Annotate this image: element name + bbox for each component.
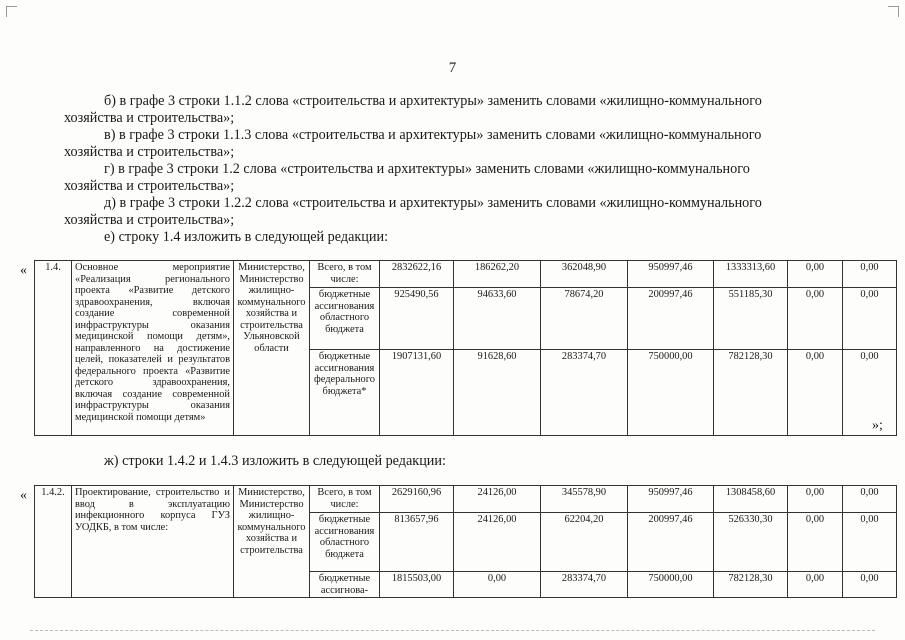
value-cell: 0,00 (788, 513, 843, 572)
value-cell: 0,00 (843, 486, 897, 513)
funding-source: бюджетные ассигнования областного бюджета (310, 288, 380, 350)
value-cell: 78674,20 (541, 288, 628, 350)
value-cell: 750000,00 (628, 350, 714, 436)
value-cell: 0,00 (788, 350, 843, 436)
table-row-1-4 (34, 260, 897, 436)
paragraph-e (64, 229, 852, 246)
table-row (35, 261, 897, 288)
paragraph-e-line1: е) строку 1.4 изложить в следующей редакции: (104, 229, 389, 245)
paragraph-g (64, 161, 852, 195)
paragraph-zh (64, 453, 852, 470)
value-cell: 950997,46 (628, 486, 714, 513)
measure-description: Проектирование, строительство и ввод в эксплуатацию инфекционного корпуса ГУЗ УОДКБ, в том числе: (72, 486, 234, 598)
funding-source: бюджетные ассигнова- (310, 572, 380, 598)
funding-source: бюджетные ассигнования федерального бюджета* (310, 350, 380, 436)
value-cell: 782128,30 (714, 350, 788, 436)
value-cell: 62204,20 (541, 513, 628, 572)
value-cell: 1815503,00 (380, 572, 454, 598)
paragraph-v (64, 127, 852, 161)
value-cell: 551185,30 (714, 288, 788, 350)
executor: Министерство, Министерство жилищно-коммунального хозяйства и строительства Ульяновской области (234, 261, 310, 436)
value-cell: 24126,00 (454, 513, 541, 572)
page-number: 7 (448, 60, 457, 76)
value-cell: 94633,60 (454, 288, 541, 350)
value-cell: 345578,90 (541, 486, 628, 513)
value-cell: 0,00 (454, 572, 541, 598)
value-cell: 1308458,60 (714, 486, 788, 513)
paragraph-v-line1: в) в графе 3 строки 1.1.3 слова «строительства и архитектуры» заменить словами «жилищно-коммунального (104, 127, 762, 143)
value-cell: 200997,46 (628, 288, 714, 350)
value-cell: 526330,30 (714, 513, 788, 572)
value-cell: 91628,60 (454, 350, 541, 436)
value-cell: 0,00 (843, 350, 897, 436)
value-cell: 2629160,96 (380, 486, 454, 513)
value-cell: 283374,70 (541, 572, 628, 598)
executor: Министерство, Министерство жилищно-коммунального хозяйства и строительства (234, 486, 310, 598)
value-cell: 0,00 (843, 572, 897, 598)
value-cell: 0,00 (788, 572, 843, 598)
value-cell: 0,00 (843, 288, 897, 350)
paragraph-g-line2: хозяйства и строительства»; (64, 178, 235, 194)
table-row-1-4-2 (34, 485, 897, 598)
paragraph-d-line2: хозяйства и строительства»; (64, 212, 235, 228)
value-cell: 0,00 (788, 288, 843, 350)
value-cell: 1333313,60 (714, 261, 788, 288)
close-quote-1: »; (872, 418, 883, 433)
paragraph-g-line1: г) в графе 3 строки 1.2 слова «строительства и архитектуры» заменить словами «жилищно-коммунального (104, 161, 750, 177)
funding-source: Всего, в том числе: (310, 261, 380, 288)
scan-corner-right (888, 6, 899, 17)
value-cell: 0,00 (843, 513, 897, 572)
open-quote-2: « (20, 488, 27, 503)
value-cell: 950997,46 (628, 261, 714, 288)
value-cell: 0,00 (788, 261, 843, 288)
paragraph-d-line1: д) в графе 3 строки 1.2.2 слова «строительства и архитектуры» заменить словами «жилищно-коммунального (104, 195, 762, 211)
scan-artifact-line (30, 630, 875, 631)
value-cell: 813657,96 (380, 513, 454, 572)
value-cell: 283374,70 (541, 350, 628, 436)
value-cell: 200997,46 (628, 513, 714, 572)
value-cell: 362048,90 (541, 261, 628, 288)
value-cell: 782128,30 (714, 572, 788, 598)
paragraph-d (64, 195, 852, 229)
open-quote-1: « (20, 263, 27, 278)
paragraph-b-line1: б) в графе 3 строки 1.1.2 слова «строительства и архитектуры» заменить словами «жилищно-коммунального (104, 93, 762, 109)
row-number: 1.4. (35, 261, 72, 436)
value-cell: 2832622,16 (380, 261, 454, 288)
value-cell: 0,00 (843, 261, 897, 288)
measure-description: Основное мероприятие «Реализация регионального проекта «Развитие детского здравоохранения, включая создание современной инфраструктуры оказания медицинской помощи детям», направленного на достижение целей, показателей и результатов федерального проекта «Развитие детского здравоохранения, включая создание современной инфраструктуры оказания медицинской помощи детям» (72, 261, 234, 436)
value-cell: 186262,20 (454, 261, 541, 288)
value-cell: 24126,00 (454, 486, 541, 513)
scan-corner-left (6, 6, 17, 17)
paragraph-v-line2: хозяйства и строительства»; (64, 144, 235, 160)
value-cell: 1907131,60 (380, 350, 454, 436)
value-cell: 925490,56 (380, 288, 454, 350)
paragraph-b (64, 93, 852, 127)
row-number: 1.4.2. (35, 486, 72, 598)
paragraph-zh-line1: ж) строки 1.4.2 и 1.4.3 изложить в следующей редакции: (104, 453, 446, 469)
funding-source: бюджетные ассигнования областного бюджета (310, 513, 380, 572)
paragraph-b-line2: хозяйства и строительства»; (64, 110, 235, 126)
table-row (35, 486, 897, 513)
funding-source: Всего, в том числе: (310, 486, 380, 513)
value-cell: 0,00 (788, 486, 843, 513)
value-cell: 750000,00 (628, 572, 714, 598)
